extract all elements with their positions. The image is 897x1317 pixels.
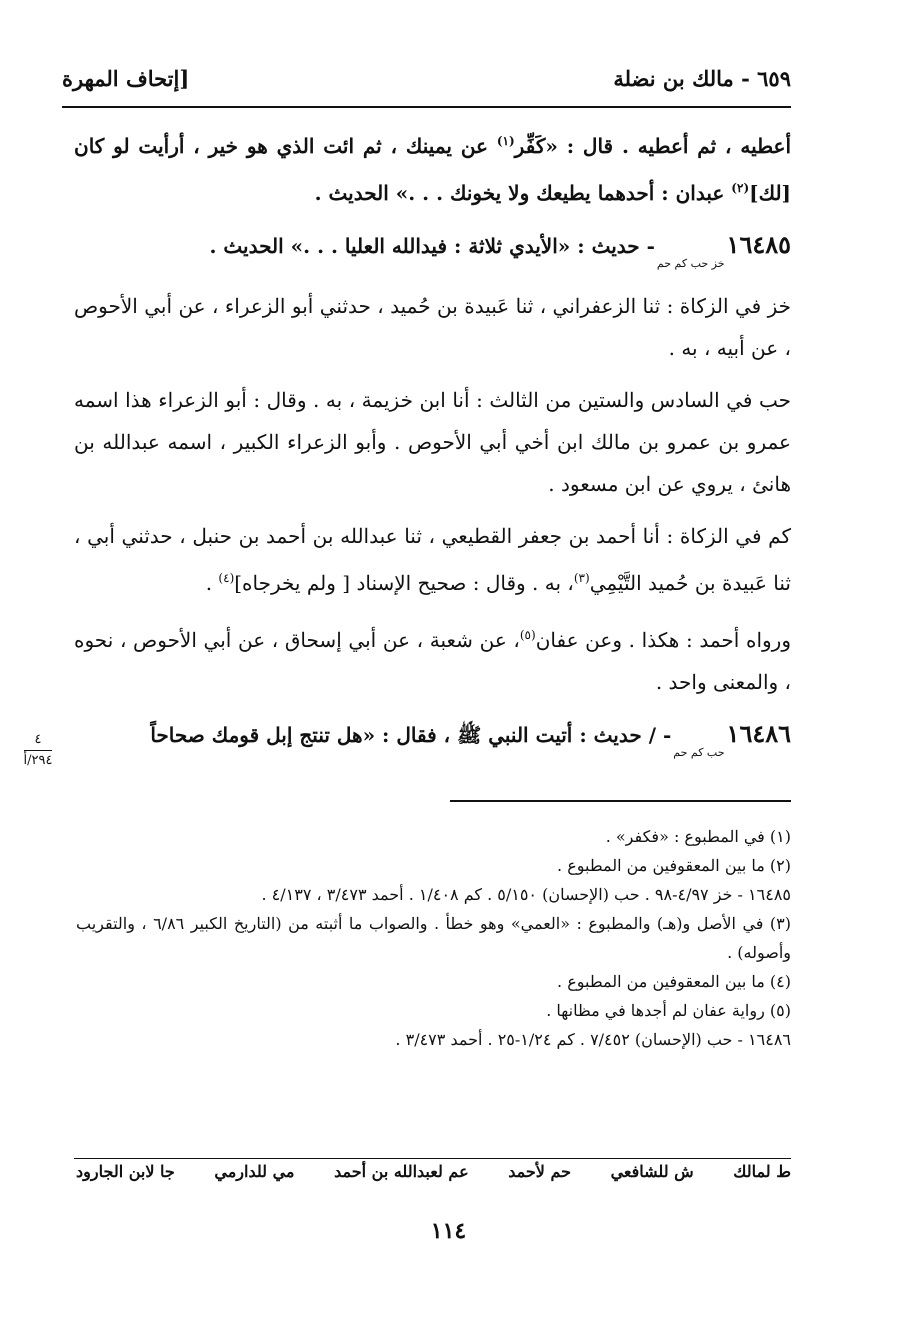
manuscript-folio-note — [20, 732, 56, 769]
hadith-text: - / حديث : أتيت النبي ﷺ ، فقال : «هل تنتج إبل قومك صحاحاً — [150, 723, 672, 747]
folio-volume: ٤ — [34, 732, 42, 747]
footnote-ref-2: (٢) — [731, 181, 750, 195]
text-run: كم في الزكاة : أنا أحمد بن جعفر القطيعي ، ثنا عبدالله بن أحمد بن حنبل ، حدثني أبي ، ثنا عَبيدة بن حُميد التَّيْمِي — [74, 524, 791, 595]
legend-item: مي للدارمي — [214, 1162, 295, 1181]
footnote-item: (٢) ما بين المعقوفين من المطبوع . — [557, 856, 791, 875]
footnote-item: (٤) ما بين المعقوفين من المطبوع . — [557, 972, 791, 991]
footnote-ref-1: (١) — [496, 134, 515, 148]
legend-item: عم لعبدالله بن أحمد — [334, 1162, 469, 1181]
footnote-item: (١) في المطبوع : «فكفر» . — [605, 827, 791, 846]
footnote-rule — [450, 800, 791, 802]
legend-item: جا لابن الجارود — [76, 1162, 175, 1181]
folio-number: ٢٩٤/أ — [23, 753, 53, 768]
footnote-item: ١٦٤٨٥ - خز ٤/٩٧-٩٨ . حب (الإحسان) ٥/١٥٠ . كم ١/٤٠٨ . أحمد ٣/٤٧٣ ، ٤/١٣٧ . — [261, 885, 791, 904]
paragraph-khuzayma: خز في الزكاة : ثنا الزعفراني ، ثنا عَبيدة بن حُميد ، حدثني أبو الزعراء ، عن أبي الأحوص ، عن أبيه ، به . — [74, 294, 791, 360]
hadith-text: - حديث : «الأيدي ثلاثة : فيدالله العليا . . .» الحديث . — [209, 234, 655, 258]
paragraph-ahmad — [74, 614, 791, 703]
text-run: . — [205, 571, 219, 595]
running-header — [62, 56, 791, 100]
main-text — [74, 120, 791, 774]
text-run: أعطيه ، ثم أعطيه . قال : «كَفِّر — [514, 134, 791, 158]
legend-item: حم لأحمد — [508, 1162, 571, 1181]
footnote-ref-3: (٣) — [573, 571, 590, 585]
footnote-ref-4: (٤) — [218, 571, 235, 585]
footnote-item: ١٦٤٨٦ - حب (الإحسان) ٧/٤٥٢ . كم ١/٢٤-٢٥ . أحمد ٣/٤٧٣ . — [395, 1030, 791, 1049]
text-run: ، به . وقال : صحيح الإسناد [ ولم يخرجاه] — [234, 571, 574, 595]
footnotes — [76, 822, 791, 1054]
header-chapter-title: ٦٥٩ - مالك بن نضلة — [613, 65, 791, 91]
legend-item: ط لمالك — [733, 1162, 791, 1181]
header-rule — [62, 106, 791, 108]
source-sigla: حب كم حم — [673, 746, 725, 759]
source-sigla: خز حب كم حم — [656, 257, 725, 270]
header-book-title: [إتحاف المهرة — [62, 65, 190, 91]
footnote-ref-5: (٥) — [519, 628, 536, 642]
abbreviation-legend — [76, 1162, 791, 1181]
hadith-entry-16486 — [74, 713, 791, 774]
paragraph-hakim — [74, 515, 791, 604]
legend-item: ش للشافعي — [610, 1162, 694, 1181]
hadith-number: ١٦٤٨٦ — [726, 719, 791, 748]
text-run: عن يمينك ، ثم ائت الذي هو خير ، أرأيت لو كان — [74, 134, 497, 158]
footnote-item: (٥) رواية عفان لم أجدها في مظانها . — [546, 1001, 791, 1020]
paragraph-continuation — [74, 120, 791, 214]
hadith-entry-16485 — [74, 224, 791, 285]
text-run: ورواه أحمد : هكذا . وعن عفان — [535, 628, 791, 652]
text-run: [لك] — [749, 181, 791, 205]
paragraph-hibban: حب في السادس والستين من الثالث : أنا ابن خزيمة ، به . وقال : أبو الزعراء هذا اسمه عمرو بن عمرو بن مالك ابن أخي أبي الأحوص . وأبو الزعراء الكبير ، اسمه عبدالله بن هانئ ، يروي عن ابن مسعود . — [74, 388, 791, 496]
footnote-item: (٣) في الأصل و(هـ) والمطبوع : «العمي» وهو خطأ . والصواب ما أثبته من (التاريخ الكبير ٦/٨٦ ، والتقريب وأصوله) . — [76, 914, 791, 962]
page-number: ١١٤ — [430, 1218, 467, 1244]
text-run: عبدان : أحدهما يطيعك ولا يخونك . . .» الحديث . — [314, 181, 732, 205]
hadith-number: ١٦٤٨٥ — [726, 230, 791, 259]
folio-divider — [24, 750, 52, 751]
legend-rule — [74, 1158, 791, 1159]
text-run: ، عن شعبة ، عن أبي إسحاق ، عن أبي الأحوص ، نحوه ، والمعنى واحد . — [74, 628, 791, 694]
